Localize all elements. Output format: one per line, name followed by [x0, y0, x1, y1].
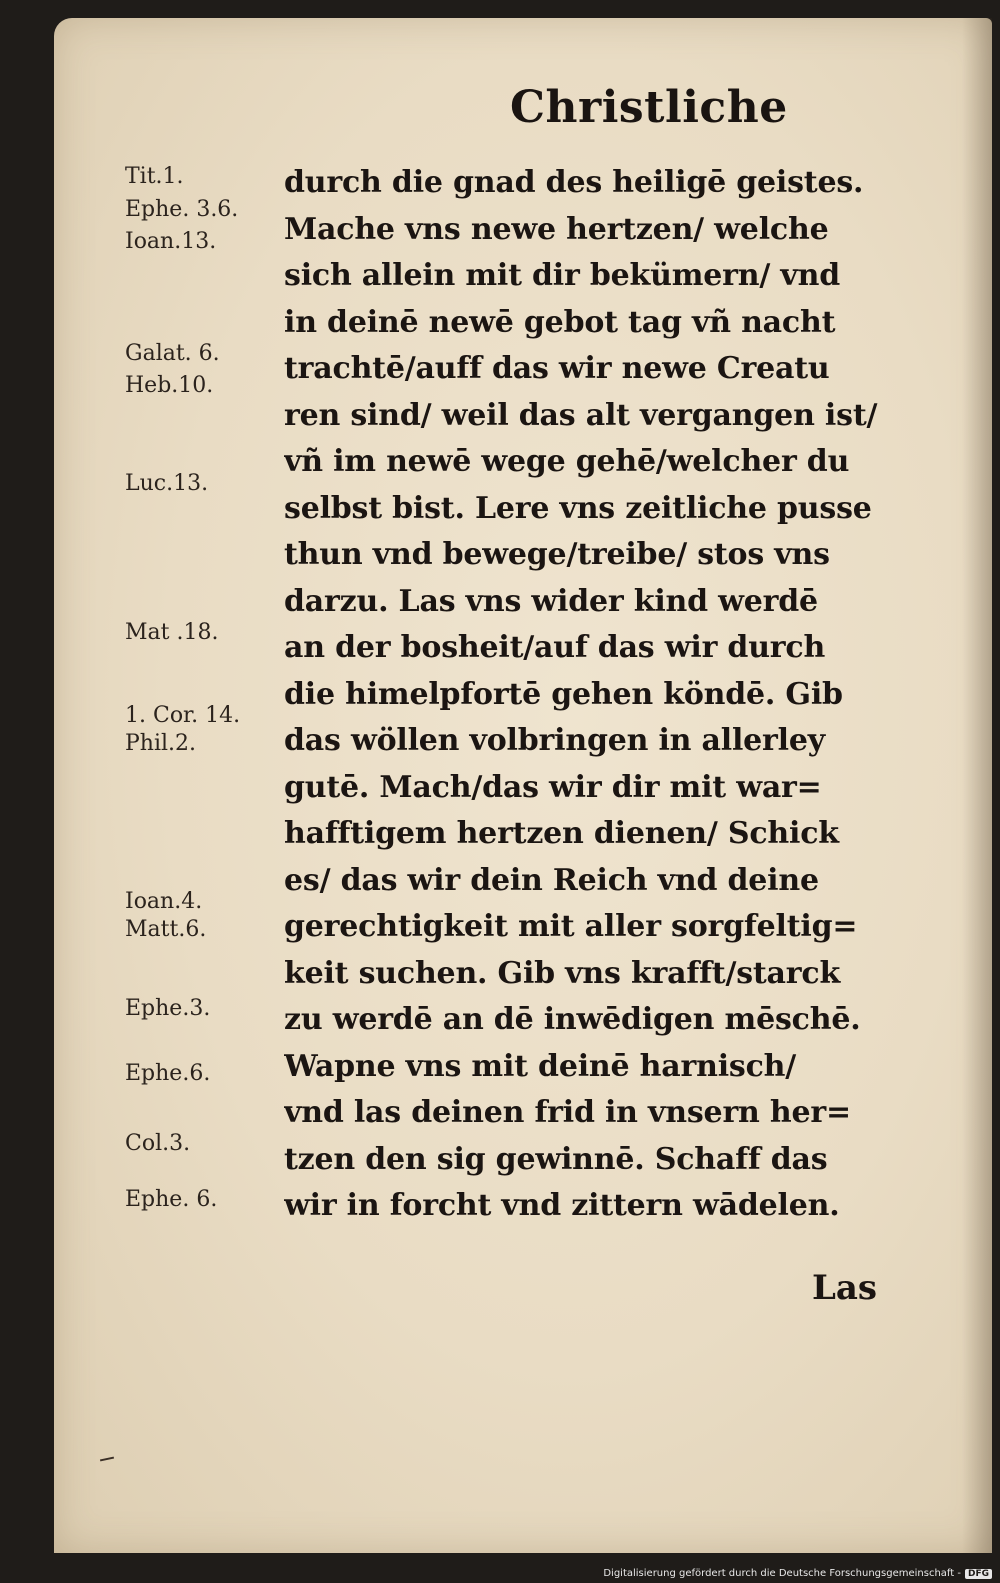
text-line: die himelpfortē gehen köndē. Gib [284, 676, 843, 712]
text-line: wir in forcht vnd zittern wādelen. [284, 1188, 840, 1223]
credit-text: Digitalisierung gefördert durch die Deutsche Forschungsgemeinschaft - [603, 1568, 961, 1579]
margin-reference: Phil.2. [125, 731, 197, 757]
text-line: keit suchen. Gib vns krafft/starck [284, 955, 841, 991]
text-line: gutē. Mach/das wir dir mit war= [284, 769, 822, 805]
margin-reference: Galat. 6. [125, 340, 220, 366]
margin-references [125, 160, 275, 1260]
margin-reference: Tit.1. [125, 164, 184, 189]
body-text [284, 160, 924, 1230]
catchword: Las [812, 1268, 878, 1308]
margin-reference: Ephe. 3.6. [125, 196, 239, 222]
margin-reference: Col.3. [125, 1131, 191, 1157]
text-line: an der bosheit/auf das wir durch [284, 630, 826, 665]
text-line: thun vnd bewege/treibe/ stos vns [284, 537, 830, 572]
text-line: ren sind/ weil das alt vergangen ist/ [284, 397, 878, 433]
text-line: durch die gnad des heiligē geistes. [284, 165, 864, 200]
text-line: es/ das wir dein Reich vnd deine [284, 862, 819, 898]
text-line: gerechtigkeit mit aller sorgfeltig= [284, 909, 858, 944]
margin-reference: Ephe.3. [125, 996, 211, 1022]
margin-reference: Heb.10. [125, 373, 214, 399]
text-line: in deinē newē gebot tag vñ nacht [284, 304, 836, 340]
text-line: vnd las deinen frid in vnsern her= [284, 1095, 851, 1130]
margin-reference: Ephe. 6. [125, 1187, 218, 1212]
margin-reference: Ioan.13. [125, 229, 217, 255]
text-line: hafftigem hertzen dienen/ Schick [284, 816, 839, 851]
margin-reference: 1. Cor. 14. [125, 703, 241, 729]
page-edge-shadow [962, 18, 992, 1553]
margin-reference: Ephe.6. [125, 1061, 211, 1087]
text-line: trachtē/auff das wir newe Creatu [284, 351, 830, 386]
margin-reference: Mat .18. [125, 619, 219, 645]
margin-reference: Ioan.4. [125, 889, 203, 915]
text-line: zu werdē an dē inwēdigen mēschē. [284, 1002, 861, 1037]
text-line: darzu. Las vns wider kind werdē [284, 583, 818, 619]
text-line: sich allein mit dir bekümern/ vnd [284, 258, 840, 293]
digitization-credit [603, 1568, 992, 1579]
margin-reference: Matt.6. [125, 917, 207, 943]
text-line: tzen den sig gewinnē. Schaff das [284, 1141, 828, 1177]
text-line: das wöllen volbringen in allerley [284, 723, 825, 758]
text-line: Wapne vns mit deinē harnisch/ [284, 1048, 797, 1084]
dfg-logo: DFG [965, 1569, 992, 1579]
text-line: Mache vns newe hertzen/ welche [284, 211, 829, 247]
text-line: selbst bist. Lere vns zeitliche pusse [284, 490, 872, 526]
running-head: Christliche [510, 82, 788, 133]
text-line: vñ im newē wege gehē/welcher du [284, 444, 850, 479]
margin-reference: Luc.13. [125, 470, 209, 496]
